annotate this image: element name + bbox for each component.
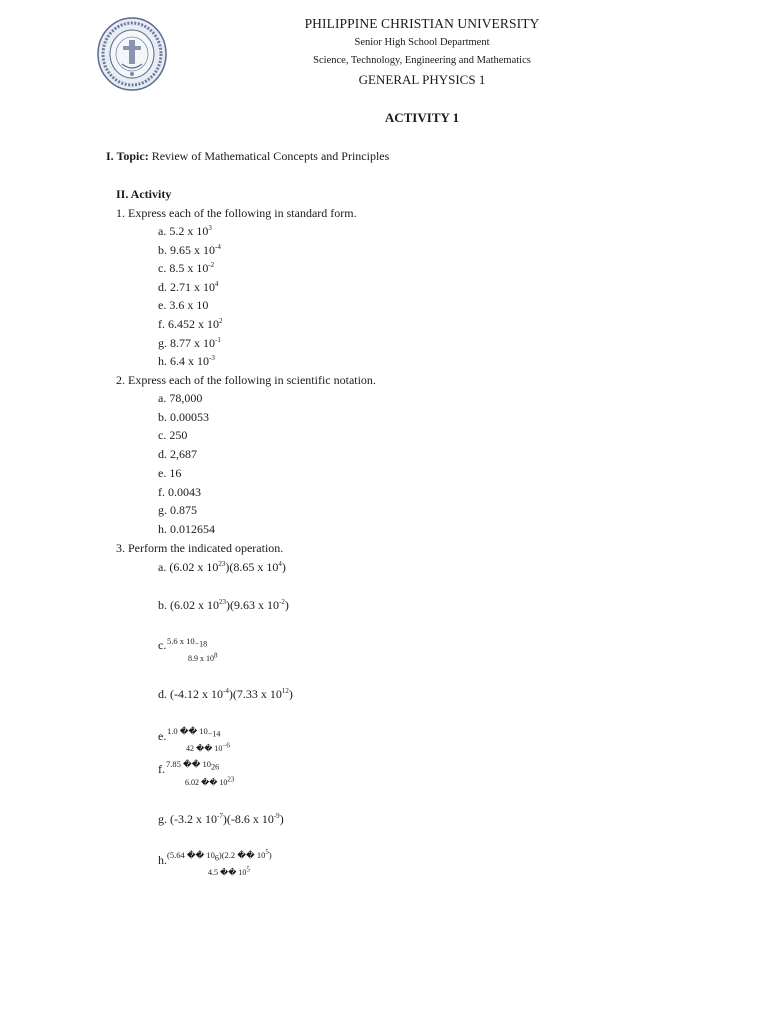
q3-item-h-denominator: 4.5 �� $10^5$	[208, 865, 250, 877]
q2-item: c. 250	[158, 428, 188, 443]
q1-item: g. 8.77 x $10^{-1}$	[158, 335, 221, 350]
q2-item: d. 2,687	[158, 447, 197, 462]
topic-label: I. Topic:	[106, 149, 149, 163]
q1-item: b. 9.65 x $10^{-4}$	[158, 242, 221, 257]
department-name: Senior High School Department	[354, 37, 490, 48]
q2-item: e. 16	[158, 465, 182, 480]
subject-title: GENERAL PHYSICS 1	[358, 72, 486, 87]
q2-item: a. 78,000	[158, 391, 203, 405]
q3-item-f-letter: f.	[158, 762, 165, 776]
q1-item: a. 5.2 x $10^3$	[158, 224, 212, 238]
topic-line	[106, 149, 389, 164]
q1-item: c. 8.5 x $10^{-2}$	[158, 261, 215, 276]
q2-item: b. 0.00053	[158, 409, 209, 424]
university-seal-logo	[96, 16, 168, 92]
q3-item-c-denominator: 8.9 x $10^8$	[188, 651, 218, 663]
activity-title: ACTIVITY 1	[384, 110, 460, 125]
strand-name: Science, Technology, Engineering and Mathematics	[313, 55, 531, 66]
q3-item-e-numerator: 1.0 �� 10−14	[167, 726, 221, 739]
q1-item: d. 2.71 x $10^4$	[158, 279, 219, 294]
q2-item: h. 0.012654	[158, 521, 215, 536]
question-2-prompt: 2. Express each of the following in scientific notation.	[116, 373, 376, 387]
q3-item-d: d. (-4.12 x $10^{-4})(7.33$ x $10^{12}$)	[158, 687, 293, 701]
q3-item-c-numerator: 5.6 x 10−18	[167, 636, 208, 649]
q1-item: e. 3.6 x 10	[158, 298, 209, 313]
topic-text: Review of Mathematical Concepts and Principles	[151, 149, 390, 163]
q3-item-c-letter: c.	[158, 638, 167, 652]
university-name: PHILIPPINE CHRISTIAN UNIVERSITY	[304, 16, 540, 31]
q3-item-e-denominator: 42 �� $10^{-6}$	[186, 741, 230, 753]
q3-item-h-letter: h.	[158, 853, 167, 867]
q1-item: h. 6.4 x $10^{-3}$	[158, 354, 215, 369]
q2-item: g. 0.875	[158, 503, 197, 518]
q3-item-h-numerator: (5.64 �� 106)(2.2 �� $10^5$)	[167, 848, 272, 863]
q3-item-g: g. (-3.2 x $10^{-7})(-8.6$ x $10^{-9}$)	[158, 812, 284, 826]
question-3-prompt: 3. Perform the indicated operation.	[116, 541, 284, 555]
question-1-prompt: 1. Express each of the following in standard form.	[116, 206, 357, 220]
q3-item-a: a. (6.02 x $10^{23})(8.65$ x $10^4$)	[158, 560, 286, 574]
q2-item: f. 0.0043	[158, 484, 201, 499]
q3-item-b: b. (6.02 x $10^{23})(9.63$ x $10^{-2}$)	[158, 598, 289, 612]
q1-item: f. 6.452 x $10^2$	[158, 317, 223, 331]
q3-item-f-denominator: 6.02 �� $10^{23}$	[185, 775, 235, 787]
q3-item-f-numerator: 7.85 �� 1026	[166, 759, 220, 772]
q3-item-e-letter: e.	[158, 729, 167, 743]
activity-section-label: II. Activity	[116, 187, 172, 201]
